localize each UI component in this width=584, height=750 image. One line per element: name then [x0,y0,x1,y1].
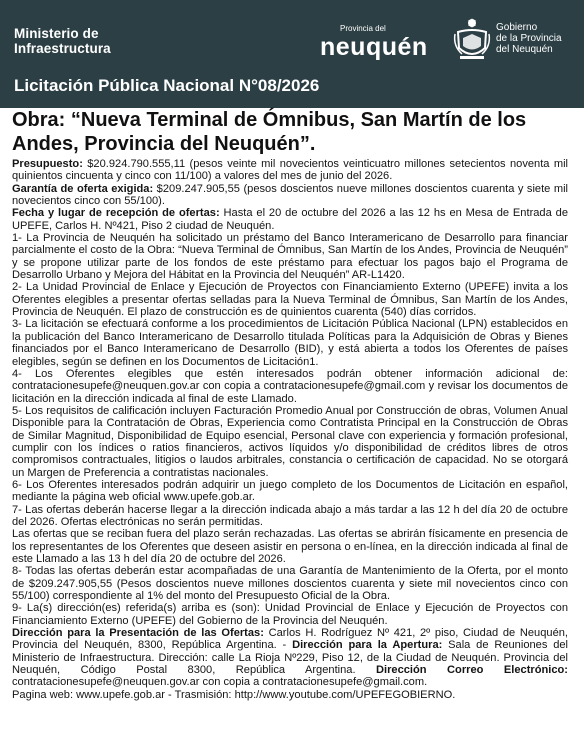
presupuesto-paragraph [12,158,568,183]
government-logo [452,16,572,66]
paragraph-9: 9- La(s) dirección(es) referida(s) arriba es (son): Unidad Provincial de Enlace y Ejecución de Proyectos con Financiamiento Externo (UPEFE) del Gobierno de la Provincia del Neuquén. [12,602,568,627]
obra-title: Obra: “Nueva Terminal de Ómnibus, San Martín de los Andes, Provincia del Neuquén”. [12,109,527,155]
presupuesto-text: $20.924.790.555,11 (pesos veinte mil novecientos veinticuatro millones setecientos noventa mil quinientos cincuenta y cinco con 11/100) a valores del mes de junio del 2026. [12,158,568,183]
apertura-text: Sala de Reuniones del Ministerio de Infraestructura. Dirección: calle La Rioja Nº229, Piso 12, de la Ciudad de Neuquén. Provincia del Neuquén, Código Postal 8300, República Argentina. [12,639,568,677]
paragraph-2: 2- La Unidad Provincial de Enlace y Ejecución de Proyectos con Financiamiento Externo (UPEFE) invita a los Oferentes elegibles a presentar ofertas selladas para la Nueva Terminal de Ómnibus, San Martín de los Andes, Provincia de Neuquén. El plazo de construcción es de quinientos cuarenta (540) días corridos. [12,281,568,319]
header-band [0,0,584,108]
ministry-logo [14,26,111,56]
paragraph-6: 6- Los Oferentes interesados podrán adquirir un juego completo de los Documentos de Licitación en español, mediante la página web oficial www.upefe.gob.ar. [12,478,568,504]
province-wordmark: neuquén [320,33,428,61]
paragraph-1: 1- La Provincia de Neuquén ha solicitado un préstamo del Banco Interamericano de Desarrollo para financiar parcialmente el costo de la Obra: “Nueva Terminal de Ómnibus, San Martín de los Andes, Provincia de Neuquén” y se propone utilizar parte de los fondos de este préstamo para efectuar los pagos bajo el Programa de Desarrollo Urbano y Mejora del Hábitat en la Provincia del Neuquén” AR-L1420. [12,232,568,282]
fecha-label: Fecha y lugar de recepción de ofertas: [12,207,220,220]
presupuesto-label: Presupuesto: [12,158,83,170]
government-text [496,22,562,55]
document-body [0,108,584,701]
province-small-text: Provincia del [340,24,386,33]
ministry-line-1: Ministerio de [14,26,99,41]
paragraph-7: 7- Las ofertas deberán hacerse llegar a la dirección indicada abajo a más tardar a las 12 h del día 20 de octubre del 2026. Ofertas electrónicas no serán permitidas. [12,503,568,528]
tender-title: Licitación Pública Nacional N°08/2026 [14,76,320,95]
garantia-paragraph [12,183,568,208]
fecha-paragraph [12,207,568,232]
paragraph-3: 3- La licitación se efectuará conforme a los procedimientos de Licitación Pública Nacional (LPN) establecidos en la publicación del Banco Interamericano de Desarrollo titulada Políticas para la Adquisición de Obras y Bienes financiados por el Banco Interamericano de Desarrollo (BID), y está abierta a todos los Oferentes de países elegibles, según se definen en los Documentos de Licitación1. [12,318,568,368]
correo-text: contratacionesupefe@neuquen.gov.ar con copia a contratacionesupefe@gmail.com. [12,676,428,689]
web-paragraph: Pagina web: www.upefe.gob.ar - Trasmisión: http://www.youtube.com/UPEFEGOBIERNO. [12,688,456,701]
gov-line-1: Gobierno [496,22,538,33]
fecha-text: Hasta el 20 de octubre del 2026 a las 12 hs en Mesa de Entrada de UPEFE, Carlos H. Nº421, Piso 2 ciudad de Neuquén. [12,207,568,232]
addresses-paragraph [12,627,568,689]
body-text [0,156,584,701]
gov-line-3: del Neuquén [496,44,553,55]
paragraph-5: 5- Los requisitos de calificación incluyen Facturación Promedio Anual por Construcción de obras, Volumen Anual Disponible para la Contratación de Obras, Experiencia como Contratista Principal en la Construcción de Obras de Similar Magnitud, Disponibilidad de Equipo esencial, Personal clave con experiencia y formación profesional, cumplir con los índices o ratios financieros, activos líquidos y/o disponibilidad de créditos libres de otros compromisos contractuales, litigios o laudos arbitrales, constancia o certificación de capacidad. No se otorgará un Margen de Preferencia a contratistas nacionales. [12,404,568,479]
apertura-label: Dirección para la Apertura: [292,639,443,652]
garantia-label: Garantía de oferta exigida: [12,182,154,195]
dir-text: Carlos H. Rodríguez Nº 421, 2º piso, Ciudad de Neuquén, Provincia del Neuquén, 8300, República Argentina. - [12,627,568,652]
correo-label: Dirección Correo Electrónico: [376,664,568,677]
ministry-line-2: Infraestructura [14,41,111,56]
paragraph-7b: Las ofertas que se reciban fuera del plazo serán rechazadas. Las ofertas se abrirán físicamente en presencia de los representantes de los Oferentes que deseen asistir en persona o en-línea, en la dirección indicada al final de este Llamado a las 13 h del día 20 de octubre del 2026. [12,528,568,565]
dir-label: Dirección para la Presentación de las Ofertas: [12,627,264,640]
gov-line-2: de la Provincia [496,33,562,44]
garantia-text: $209.247.905,55 (pesos doscientos nueve millones doscientos cuarenta y siete mil novecientos cinco con 55/100). [12,182,569,208]
province-logo [320,24,430,60]
paragraph-8: 8- Todas las ofertas deberán estar acompañadas de una Garantía de Mantenimiento de la Oferta, por el monto de $209.247.905,55 (Pesos doscientos nueve millones doscientos cuarenta y siete mil novecientos cinco con 55/100) correspondiente al 1% del monto del Presupuesto Oficial de la Obra. [12,565,568,603]
coat-of-arms-icon [452,16,492,62]
paragraph-4: 4- Los Oferentes elegibles que estén interesados podrán obtener información adicional de: contratacionesupefe@neuquen.gov.ar con copia a contratacionesupefe@gmail.com y revisar los documentos de licitación en la dirección indicada al final de este Llamado. [12,367,568,405]
